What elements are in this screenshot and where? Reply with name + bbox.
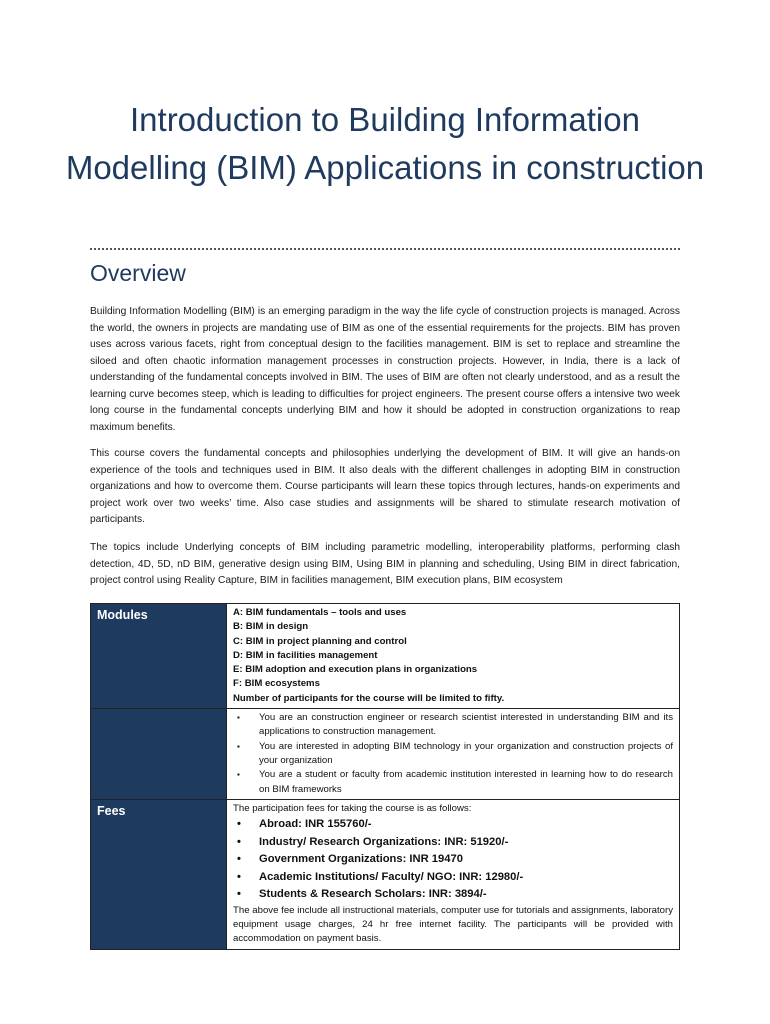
eligibility-item	[233, 768, 673, 797]
course-info-table	[90, 603, 680, 950]
fees-content	[227, 799, 680, 949]
modules-list	[227, 604, 680, 709]
eligibility-text: You are a student or faculty from academic institution interested in learning how to do research on BIM frameworks	[259, 769, 673, 795]
overview-heading: Overview	[90, 260, 186, 286]
square-bullet-icon: ▪	[237, 770, 240, 780]
module-item: E: BIM adoption and execution plans in organizations	[233, 664, 478, 676]
dotted-divider	[90, 246, 680, 250]
fees-row	[91, 799, 680, 949]
overview-paragraph-1: Building Information Modelling (BIM) is an emerging paradigm in the way the life cycle of construction projects is managed. Across the world, the owners in projects are mandating use of BIM as one of the essential requirements for the projects. BIM has proven uses across various facets, right from conceptual design to the facilities management. BIM is set to replace and streamline the siloed and often chaotic information management processes in construction projects. However, in India, there is a lack of understanding of the fundamental concepts involved in BIM. The uses of BIM are often not clearly understood, and as a result the learning curve becomes steep, which is leading to difficulties for project engineers. The present course offers a intensive two week long course in the fundamental concepts underlying BIM and how it should be adopted in construction organizations to reap maximum benefits.	[90, 306, 680, 433]
bullet-icon: •	[237, 870, 241, 883]
eligibility-list	[227, 709, 680, 800]
fee-item: • Students & Research Scholars: INR: 3894/-	[233, 886, 673, 904]
fee-item: • Government Organizations: INR 19470	[233, 851, 673, 869]
module-item: F: BIM ecosystems	[233, 678, 320, 690]
module-item: C: BIM in project planning and control	[233, 635, 407, 647]
overview-paragraph-3: The topics include Underlying concepts of BIM including parametric modelling, interoperability platforms, performing clash detection, 4D, 5D, nD BIM, generative design using BIM, Using BIM in planning and scheduling, Using BIM in direct fabrication, project control using Reality Capture, BIM in facilities management, BIM execution plans, BIM ecosystem	[90, 542, 680, 586]
fee-item: • Academic Institutions/ Faculty/ NGO: INR: 12980/-	[233, 869, 673, 887]
eligibility-item	[233, 740, 673, 769]
bullet-icon: •	[237, 888, 241, 901]
module-item: B: BIM in design	[233, 621, 309, 633]
bullet-icon: •	[237, 818, 241, 831]
eligibility-label	[91, 709, 227, 800]
fee-item: • Industry/ Research Organizations: INR: 51920/-	[233, 834, 673, 852]
fees-intro: The participation fees for taking the course is as follows:	[233, 802, 472, 814]
eligibility-text: You are interested in adopting BIM technology in your organization and construction projects of your organization	[259, 740, 673, 766]
eligibility-text: You are an construction engineer or research scientist interested in understanding BIM and its applications to construction management.	[259, 712, 673, 738]
square-bullet-icon: ▪	[237, 713, 240, 723]
bullet-icon: •	[237, 853, 241, 866]
module-item: D: BIM in facilities management	[233, 649, 378, 661]
overview-paragraph-2: This course covers the fundamental concepts and philosophies underlying the development of BIM. It will give an hands-on experience of the tools and techniques used in BIM. It also deals with the different challenges in adopting BIM in construction organizations and how to overcome them. Course participants will learn these topics through lectures, hands-on experiments and project work over two weeks’ time. Also case studies and assignments will be shared to stimulate research motivation of participants.	[90, 448, 680, 525]
fee-item: • Abroad: INR 155760/-	[233, 816, 673, 834]
fees-label: Fees	[91, 799, 227, 949]
square-bullet-icon: ▪	[237, 741, 240, 751]
module-item: A: BIM fundamentals – tools and uses	[233, 607, 407, 618]
document-title: Introduction to Building Information Modelling (BIM) Applications in construction	[65, 101, 705, 186]
eligibility-item	[233, 711, 673, 740]
fees-note: The above fee include all instructional materials, computer use for tutorials and assignments, laboratory equipment usage charges, 24 hr free internet facility. The participants will be provided with accommodation on payment basis.	[233, 904, 673, 945]
bullet-icon: •	[237, 835, 241, 848]
modules-label: Modules	[91, 604, 227, 709]
eligibility-row	[91, 709, 680, 800]
participant-limit: Number of participants for the course will be limited to fifty.	[233, 692, 505, 704]
modules-row	[91, 604, 680, 709]
